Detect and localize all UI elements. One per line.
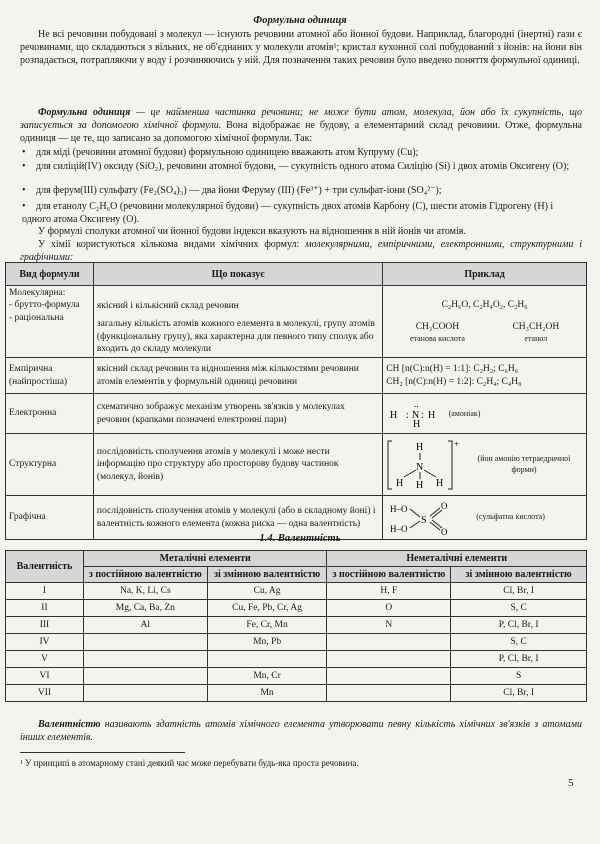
formula-description: послідовність сполучення атомів у молекулі (або в складному йоні) і валентність кожного елемента (кожна риска — одна валентність): [93, 496, 382, 540]
formula-kind: Графічна: [6, 496, 94, 540]
table-cell: II: [6, 600, 84, 617]
formula-description: схематично зображує механізм утворень зв'язків у молекулах речовин (крапками позначені електронні пари): [93, 394, 382, 434]
table-header: з постійною валентністю: [327, 567, 451, 583]
valence-definition: Валентністю називають здатність атомів хімічного елемента утворювати певну кількість хімічних зв'язків з атомами інших елементів.: [20, 719, 582, 743]
table-cell: Cl, Br, I: [451, 685, 587, 702]
table-cell: Mn, Pb: [207, 634, 327, 651]
svg-text:H: H: [390, 409, 398, 421]
formula-description: послідовність сполучення атомів у молекулі і може нести інформацію про структуру або просторову будову частинок (молекул, йонів): [93, 434, 382, 496]
table-cell: Cl, Br, I: [451, 583, 587, 600]
table-cell: VII: [6, 685, 84, 702]
table-cell: V: [6, 651, 84, 668]
page-number: 5: [568, 777, 574, 789]
footnote-divider: [20, 752, 185, 753]
table-row: [6, 394, 587, 434]
footnote: ¹ У принципі в атомарному стані деякий час може перебувати будь-яка проста речовина.: [20, 758, 359, 768]
paragraph-definition: [20, 106, 582, 145]
bullet-item: • для силіцій(IV) оксиду (SiO₂), речовини атомної будови, — сукупність одного атома Силіцію (Si) і двох атомів Оксигену (O);: [22, 161, 570, 172]
table-cell: S: [451, 668, 587, 685]
table-cell: [327, 668, 451, 685]
paragraph-intro: Не всі речовини побудовані з молекул — існують речовини атомної або йонної будови. Наприклад, благородні (інертні) гази є речовинами, що складаються з вільних, не об'єднаних у молекули атомів¹; кристал кухонної солі побудований з йонів: на йони він розпадається, потрапляючи у воду і розчиняючись у ній. Для позначення таких речовин було введено поняття формульної одиниці.: [20, 29, 582, 66]
formula-kind: Структурна: [6, 434, 94, 496]
table-header: Що показує: [93, 263, 382, 286]
svg-text:H: H: [396, 477, 404, 489]
table-cell: P, Cl, Br, I: [451, 617, 587, 634]
table-cell: Mg, Ca, Ba, Zn: [83, 600, 207, 617]
valence-table: [5, 550, 587, 702]
table-cell: [83, 634, 207, 651]
table-cell: Mn, Cr: [207, 668, 327, 685]
svg-text:H: H: [436, 477, 444, 489]
table-cell: I: [6, 583, 84, 600]
ammonium-structural-formula: [386, 437, 465, 493]
table-cell: [83, 651, 207, 668]
table-header: Приклад: [383, 263, 587, 286]
table-cell: [327, 651, 451, 668]
formula-example: H : N : H .. H (амоніак): [383, 394, 587, 434]
bullet-item: • для міді (речовини атомної будови) формульною одиницею вважають атом Купруму (Cu);: [22, 147, 419, 158]
table-header: з постійною валентністю: [83, 567, 207, 583]
svg-text:O: O: [441, 500, 448, 511]
table-cell: VI: [6, 668, 84, 685]
svg-text:+: +: [454, 438, 460, 449]
table-row: [6, 583, 587, 600]
definition-text: — це найменша частинка речовини; не може бути атом, молекула, йон або їх сукупність, що записується за допомогою хімічної формули.: [20, 107, 582, 131]
svg-text:H: H: [416, 479, 424, 491]
svg-text:N: N: [412, 409, 420, 421]
table-row: [6, 651, 587, 668]
bullet-item: • для етанолу C₂H₆O (речовини молекулярної будови) — сукупність двох атомів Карбону (C), шести атомів Гідрогену (H) і одного атома Оксигену (O).: [22, 201, 554, 225]
bullet-item: • для ферум(III) сульфату (Fe₂(SO₄)₃) — два йони Феруму (III) (Fe³⁺) + три сульфат-іони (SO₄²⁻);: [22, 185, 442, 196]
table-cell: Mn: [207, 685, 327, 702]
table-cell: P, Cl, Br, I: [451, 651, 587, 668]
svg-text:H: H: [416, 441, 424, 453]
section-heading-formula-unit: Формульна одиниця: [253, 15, 347, 26]
formula-types-table: [5, 262, 587, 540]
table-row: [6, 600, 587, 617]
table-row: [6, 286, 587, 358]
table-row: [6, 358, 587, 394]
table-row: [6, 617, 587, 634]
table-cell: III: [6, 617, 84, 634]
formula-kind: Емпірична (найпростіша): [6, 358, 94, 394]
ammonia-electron-formula: [386, 398, 446, 430]
definition-rest: Вона відображає не будову, а елементарний склад речовини. Отже, формульна одиниця — це те, що записано за допомогою хімічної формули. Так:: [20, 120, 582, 144]
formula-kind: Молекулярна: - брутто-формула - раціональна: [6, 286, 94, 358]
formula-example: CH [n(C):n(H) = 1:1]: C₂H₂; C₆H₆ CH₂ [n(C):n(H) = 1:2]: C₂H₄; C₄H₈: [383, 358, 587, 394]
table-cell: Na, K, Li, Cs: [83, 583, 207, 600]
table-header: Вид формули: [6, 263, 94, 286]
table-header: Валентність: [6, 551, 84, 583]
formula-example: H–O H–O S O O (сульфатна кислота): [383, 496, 587, 540]
svg-text:S: S: [421, 514, 427, 526]
table-row: [6, 668, 587, 685]
table-cell: [83, 668, 207, 685]
table-header: Неметалічні елементи: [327, 551, 587, 567]
formula-example: C₂H₆O, C₂H₄O₂, C₂H₆ CH₃COOH етанова кислота CH₃CH₂OH етанол: [383, 286, 587, 358]
svg-text:H: H: [413, 418, 421, 430]
table-cell: [83, 685, 207, 702]
svg-text::: :: [406, 409, 409, 421]
paragraph-indices: У формулі сполуки атомної чи йонної будови індекси вказують на відношення в ній йонів чи атомів.: [38, 226, 467, 237]
table-cell: [327, 634, 451, 651]
svg-text:H–O: H–O: [390, 523, 408, 534]
table-cell: [207, 651, 327, 668]
svg-text:H–O: H–O: [390, 503, 408, 514]
table-row: [6, 634, 587, 651]
table-header: зі змінною валентністю: [451, 567, 587, 583]
table-cell: S, C: [451, 634, 587, 651]
table-cell: Fe, Cr, Mn: [207, 617, 327, 634]
table-cell: Cu, Ag: [207, 583, 327, 600]
section-heading-valence: 1.4. Валентність: [259, 533, 341, 544]
svg-text:..: ..: [414, 398, 419, 409]
svg-text:O: O: [441, 526, 448, 537]
table-header: Металічні елементи: [83, 551, 327, 567]
table-header: зі змінною валентністю: [207, 567, 327, 583]
svg-text::: :: [421, 409, 424, 421]
svg-text:N: N: [416, 461, 424, 473]
formula-example: + H N H H H (йон амонію тетраедричної форми): [383, 434, 587, 496]
svg-text:H: H: [428, 409, 436, 421]
formula-description: якісний склад речовин та відношення між кількостями речовини атомів елементів у формульній одиниці речовини: [93, 358, 382, 394]
table-cell: IV: [6, 634, 84, 651]
table-cell: Al: [83, 617, 207, 634]
table-cell: O: [327, 600, 451, 617]
table-cell: [327, 685, 451, 702]
paragraph-formula-types: У хімії користуються кількома видами хімічних формул: молекулярними, емпіричними, електронними, структурними і графічними:: [20, 239, 582, 263]
definition-term: Формульна одиниця: [38, 107, 131, 118]
formula-description: якісний і кількісний склад речовин загальну кількість атомів кожного елемента в молекулі, групу атомів (функціональну групу), яка характерна для певного типу сполук або входить до складу молекули: [93, 286, 382, 358]
table-cell: S, C: [451, 600, 587, 617]
table-cell: Cu, Fe, Pb, Cr, Ag: [207, 600, 327, 617]
formula-kind: Електронна: [6, 394, 94, 434]
table-row: [6, 434, 587, 496]
table-cell: H, F: [327, 583, 451, 600]
table-row: [6, 685, 587, 702]
table-cell: N: [327, 617, 451, 634]
